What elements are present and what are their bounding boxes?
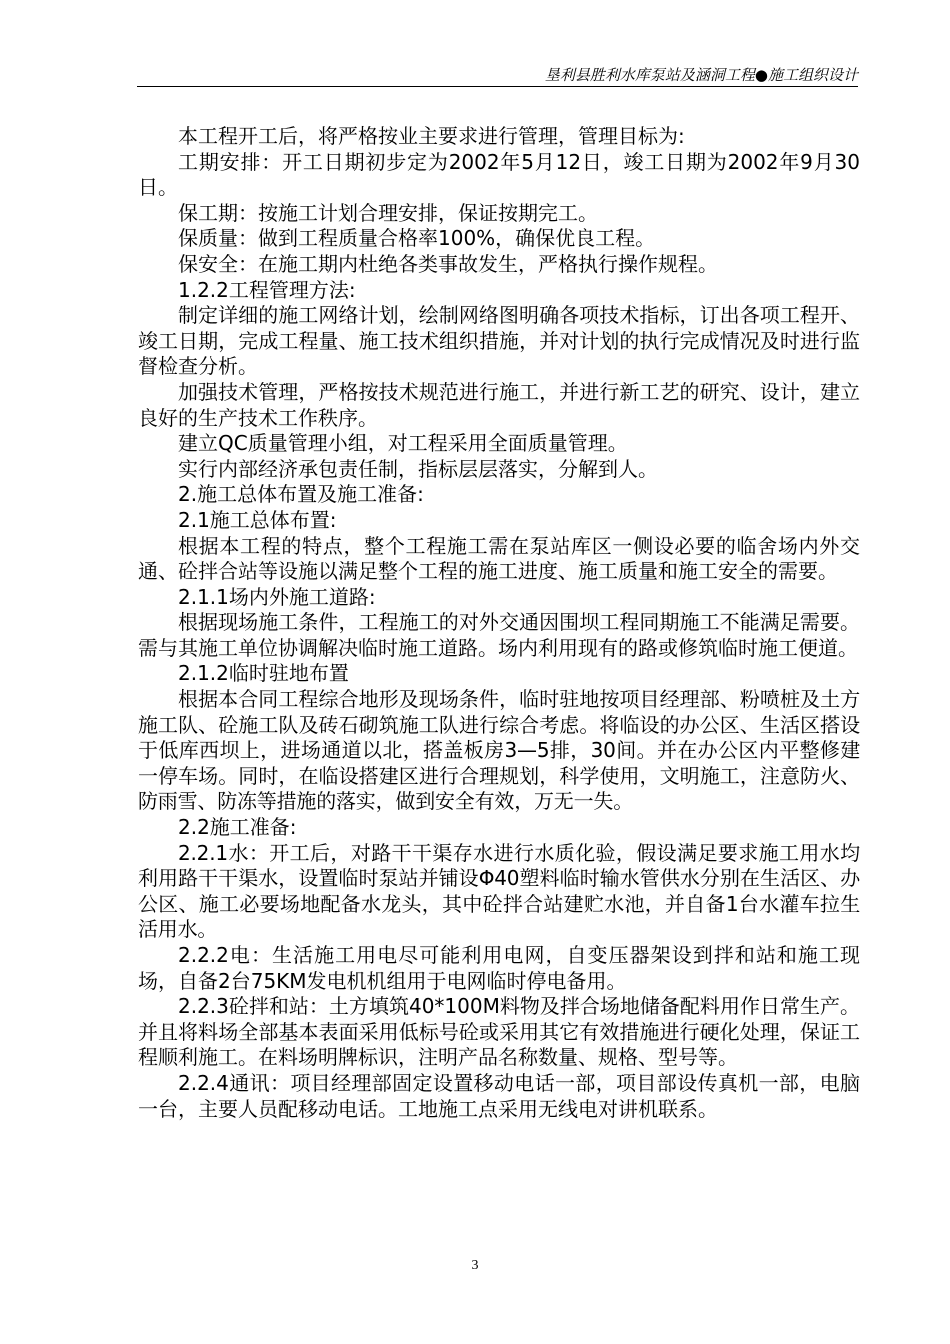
running-header: 垦利县胜利水库泵站及涵洞工程●施工组织设计 [544, 66, 858, 84]
paragraph-mixing-station: 2.2.3砼拌和站：土方填筑40*100M料物及拌合场地储备配料用作日常生产。并且将料场全部基本表面采用低标号砼或采用其它有效措施进行硬化处理，保证工程顺利施工。在料场明牌标识，注明产品名称数量、规格、型号等。 [138, 994, 860, 1070]
document-body [138, 124, 860, 1122]
paragraph-tech-management: 加强技术管理，严格按技术规范进行施工，并进行新工艺的研究、设计，建立良好的生产技术工作秩序。 [138, 379, 860, 430]
paragraph-temporary-camp: 根据本合同工程综合地形及现场条件，临时驻地按项目经理部、粉喷桩及土方施工队、砼施工队及砖石砌筑施工队进行综合考虑。将临设的办公区、生活区搭设于低库西坝上，进场通道以北，搭盖板房3—5排，30间。并在办公区内平整修建一停车场。同时，在临设搭建区进行合理规划，科学使用，文明施工，注意防火、防雨雪、防冻等措施的落实，做到安全有效，万无一失。 [138, 687, 860, 814]
paragraph-responsibility: 实行内部经济承包责任制，指标层层落实，分解到人。 [178, 456, 658, 481]
paragraph-ensure-safety: 保安全：在施工期内杜绝各类事故发生，严格执行操作规程。 [178, 251, 718, 276]
heading-2: 2.施工总体布置及施工准备: [178, 482, 424, 507]
heading-2-1-1: 2.1.1场内外施工道路: [178, 584, 376, 609]
paragraph-qc-group: 建立QC质量管理小组，对工程采用全面质量管理。 [178, 431, 628, 456]
paragraph-overall-layout: 根据本工程的特点，整个工程施工需在泵站库区一侧设必要的临舍场内外交通、砼拌合站等设施以满足整个工程的施工进度、施工质量和施工安全的需要。 [138, 533, 860, 584]
heading-2-1: 2.1施工总体布置: [178, 507, 337, 532]
heading-2-1-2: 2.1.2临时驻地布置 [178, 661, 349, 686]
paragraph-communication: 2.2.4通讯：项目经理部固定设置移动电话一部，项目部设传真机一部，电脑一台，主要人员配移动电话。工地施工点采用无线电对讲机联系。 [138, 1070, 860, 1121]
paragraph-roads: 根据现场施工条件，工程施工的对外交通因围坝工程同期施工不能满足需要。需与其施工单位协调解决临时施工道路。场内利用现有的路或修筑临时施工便道。 [138, 610, 860, 660]
paragraph-electricity: 2.2.2电：生活施工用电尽可能利用电网，自变压器架设到拌和站和施工现场，自备2台75KM发电机机组用于电网临时停电备用。 [138, 943, 860, 993]
paragraph-ensure-schedule: 保工期：按施工计划合理安排，保证按期完工。 [178, 200, 598, 225]
page-number: 3 [471, 1258, 479, 1273]
paragraph-network-plan: 制定详细的施工网络计划，绘制网络图明确各项技术指标，订出各项工程开、竣工日期，完成工程量、施工技术组织措施，并对计划的执行完成情况及时进行监督检查分析。 [138, 303, 860, 379]
paragraph-ensure-quality: 保质量：做到工程质量合格率100%，确保优良工程。 [178, 226, 656, 251]
header-divider [137, 86, 858, 87]
heading-1-2-2: 1.2.2工程管理方法: [178, 277, 356, 302]
paragraph-schedule: 工期安排：开工日期初步定为2002年5月12日，竣工日期为2002年9月30日。 [138, 149, 860, 200]
heading-2-2: 2.2施工准备: [178, 815, 297, 840]
paragraph-water: 2.2.1水：开工后，对路干干渠存水进行水质化验，假设满足要求施工用水均利用路干干渠水，设置临时泵站并铺设Φ40塑料临时输水管供水分别在生活区、办公区、施工必要场地配备水龙头，其中砼拌合站建贮水池，并自备1台水灌车拉生活用水。 [138, 840, 860, 942]
paragraph-management-goal: 本工程开工后，将严格按业主要求进行管理，管理目标为: [178, 124, 685, 148]
